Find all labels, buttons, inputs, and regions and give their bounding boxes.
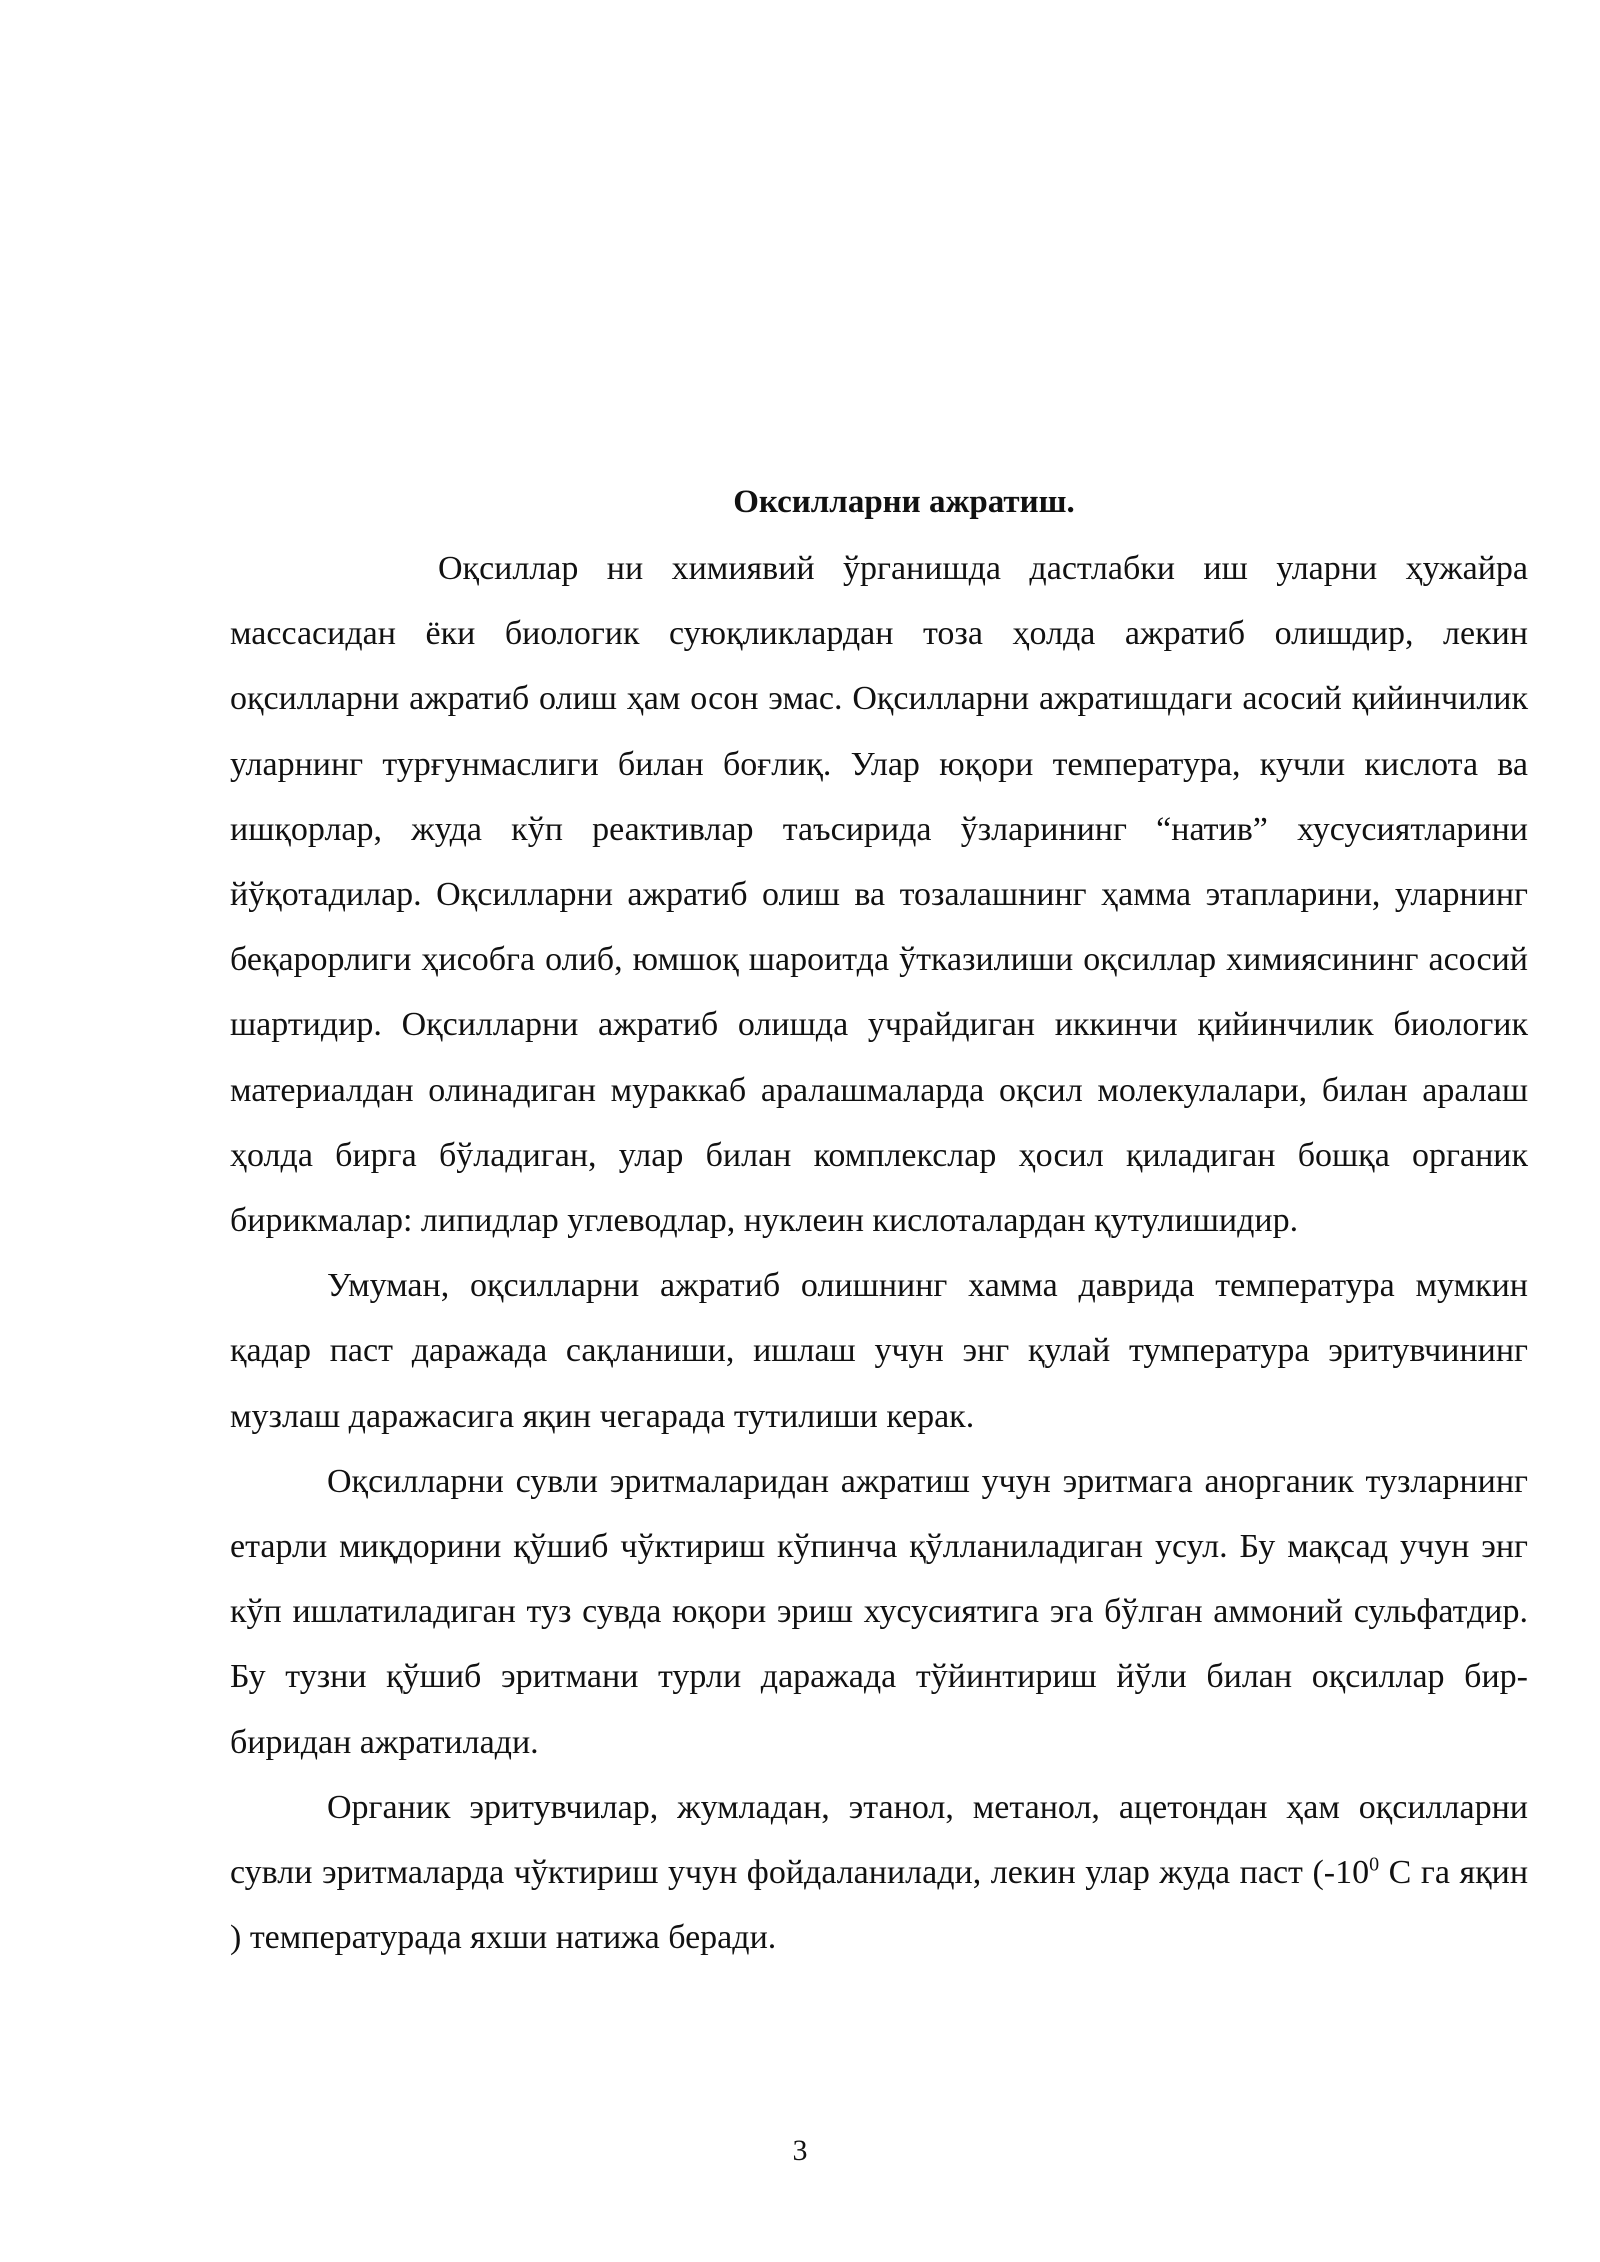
paragraph-1: Оқсиллар ни химиявий ўрганишда дастлабки иш уларни ҳужайра массасидан ёки биологик суюқликлардан тоза ҳолда ажратиб олишдир, лекин оқсилларни ажратиб олиш ҳам осон эмас. Оқсилларни ажратишдаги асосий қийинчилик уларнинг турғунмаслиги билан боғлиқ. Улар юқори температура, кучли кислота ва ишқорлар, жуда кўп реактивлар таъсирида ўзларининг “натив” хусусиятларини йўқотадилар. Оқсилларни ажратиб олиш ва тозалашнинг ҳамма этапларини, уларнинг беқарорлиги ҳисобга олиб, юмшоқ шароитда ўтказилиши оқсиллар химиясининг асосий шартидир. Оқсилларни ажратиб олишда учрайдиган иккинчи қийинчилик биологик материалдан олинадиган мураккаб аралашмаларда оқсил молекулалари, билан аралаш ҳолда бирга бўладиган, улар билан комплекслар ҳосил қиладиган бошқа органик бирикмалар: липидлар углеводлар, нуклеин кислоталардан қутулишидир. <box>230 550 1528 1240</box>
document-title: Оксилларни ажратиш. <box>733 484 1075 520</box>
paragraph-2: Умуман, оқсилларни ажратиб олишнинг хамма даврида температура мумкин қадар паст даражада сақланиши, ишлаш учун энг қулай тумпература эритувчининг музлаш даражасига яқин чегарада тутилиши керак. <box>230 1267 1528 1435</box>
degree-superscript: 0 <box>1369 1853 1380 1876</box>
paragraph-3: Оқсилларни сувли эритмаларидан ажратиш учун эритмага анорганик тузларнинг етарли миқдорини қўшиб чўктириш кўпинча қўлланиладиган усул. Бу мақсад учун энг кўп ишлатиладиган туз сувда юқори эриш хусусиятига эга бўлган аммоний сульфатдир. Бу тузни қўшиб эритмани турли даражада тўйинтириш йўли билан оқсиллар бир-биридан ажратилади. <box>230 1462 1528 1761</box>
paragraph-4-text-end: С га яқин ) температурада яхши натижа беради. <box>230 1854 1529 1957</box>
paragraph-4-text-start: Органик эритувчилар, жумладан, этанол, метанол, ацетондан ҳам оқсилларни сувли эритмаларда чўктириш учун фойдаланилади, лекин улар жуда паст (-10 <box>230 1788 1528 1892</box>
page-number: 3 <box>792 2134 808 2167</box>
page-content <box>230 468 1528 1970</box>
paragraph-4 <box>230 1775 1528 1971</box>
